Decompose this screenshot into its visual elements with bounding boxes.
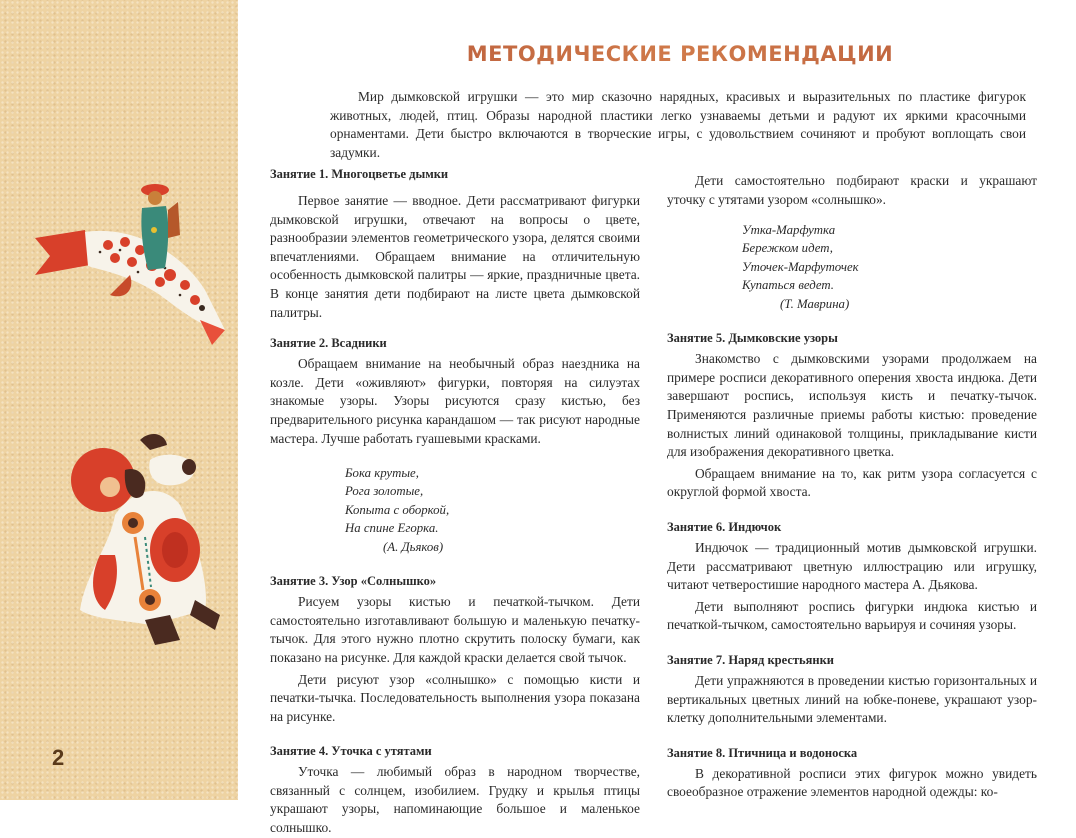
lesson-heading: Занятие 6. Индючок (667, 519, 782, 534)
lesson-heading: Занятие 8. Птичница и водоноска (667, 745, 858, 760)
lesson-paragraph: Индючок — традиционный мотив дымковской игрушки. Дети рассматривают цветную иллюстрацию или игрушку, читают четверостишие народного мастера А. Дьякова. (667, 539, 1037, 593)
poem-line: Рога золотые, (345, 484, 424, 499)
poem-line: Купаться ведет. (742, 277, 834, 292)
poem-line: Утка-Марфутка (742, 223, 836, 238)
lesson-paragraph: Рисуем узоры кистью и печаткой-тычком. Дети самостоятельно изготавливают большую и маленькую печатку-тычок. Для этого нужно плотно скрутить полоску бумаги, как показано на рисунке. Для каждой краски делается свой тычок. (270, 594, 640, 665)
lesson-paragraph: Обращаем внимание на необычный образ наездника на козле. Дети «оживляют» фигурки, повторяя на силуэтах знакомые узоры. Узоры рисуются сразу кистью, без предварительного рисунка карандашом — так рисуют народные мастера. Лучше работать гуашевыми красками. (270, 356, 640, 446)
poem-line: Бока крутые, (345, 466, 419, 481)
poem-line: Копыта с оборкой, (345, 502, 450, 517)
lesson-heading: Занятие 1. Многоцветье дымки (270, 167, 449, 181)
page-title: МЕТОДИЧЕСКИЕ РЕКОМЕНДАЦИИ (330, 42, 1030, 66)
sidebar-decorative-panel (0, 0, 238, 800)
page-number: 2 (52, 745, 65, 770)
lesson-paragraph: В декоративной росписи этих фигурок можно увидеть своеобразное отражение элементов народной одежды: ко- (667, 765, 1037, 800)
fish-tail (35, 230, 90, 275)
lesson-paragraph: Дети самостоятельно подбирают краски и украшают уточку с утятами узором «солнышко». (667, 173, 1037, 207)
lesson-heading: Занятие 4. Уточка с утятами (270, 744, 432, 759)
lesson-paragraph: Дети упражняются в проведении кистью горизонтальных и вертикальных цветных линий на юбке-поневе, украшают узор-клетку дополнительными элементами. (667, 672, 1037, 726)
column-left (270, 165, 640, 838)
lesson-paragraph: Дети рисуют узор «солнышко» с помощью кисти и печатки-тычка. Последовательность выполнения узора показана на рисунке. (270, 671, 640, 724)
poem (270, 464, 640, 556)
poem-line: Бережком идет, (742, 241, 833, 256)
lesson-heading: Занятие 7. Наряд крестьянки (667, 652, 834, 667)
poem-author: (Т. Маврина) (780, 297, 850, 311)
poem (667, 221, 1037, 313)
lesson-heading: Занятие 3. Узор «Солнышко» (270, 574, 437, 589)
lesson-paragraph: Уточка — любимый образ в народном творчестве, связанный с солнцем, изобилием. Грудку и крылья птицы украшают узоры, напоминающие большое и маленькое солнышко. (270, 764, 640, 836)
lesson-paragraph: Знакомство с дымковскими узорами продолжаем на примере росписи декоративного оперения хвоста индюка. Дети завершают роспись, используя кисть и печатку-тычок. Применяются различные приемы работы кистью: проведение волнистых линий одинаковой толщины, прикладывание кисти для изображения декоративного цветка. (667, 351, 1037, 460)
column-right (667, 172, 1037, 802)
poem-author: (А. Дьяков) (383, 539, 444, 554)
lesson-paragraph: Первое занятие — вводное. Дети рассматривают фигурки дымковской игрушки, отвечают на вопросы о цвете, разнообразии элементов геометрического узора, делятся своими впечатлениями. Обращаем внимание на отличительную особенность дымковской палитры — яркие, праздничные цвета. В конце занятия дети подбирают на листе цвета дымковской палитры. (270, 193, 640, 320)
intro-paragraph: Мир дымковской игрушки — это мир сказочно нарядных, красивых и выразительных по пластике фигурок животных, людей, птиц. Образы народной пластики легко узнаваемы детьми и радуют их яркими красочными орнаментами. Дети быстро включаются в творческие игры, с удовольствием сочиняют и пробуют воплощать свои задумки. (330, 89, 1026, 160)
lesson-heading: Занятие 2. Всадники (270, 336, 387, 351)
ram-head (140, 434, 196, 485)
lesson-paragraph: Дети выполняют роспись фигурки индюка кистью и печаткой-тычком, самостоятельно варьируя и сочиняя узоры. (667, 598, 1037, 633)
rider-on-fish-toy-illustration (30, 180, 230, 350)
ram-toy-illustration (55, 425, 225, 645)
lesson-paragraph: Обращаем внимание на то, как ритм узора согласуется с округлой формой хвоста. (667, 465, 1037, 500)
lesson-heading: Занятие 5. Дымковские узоры (667, 331, 838, 346)
poem-line: Уточек-Марфуточек (742, 259, 859, 274)
poem-line: На спине Егорка. (345, 520, 439, 535)
